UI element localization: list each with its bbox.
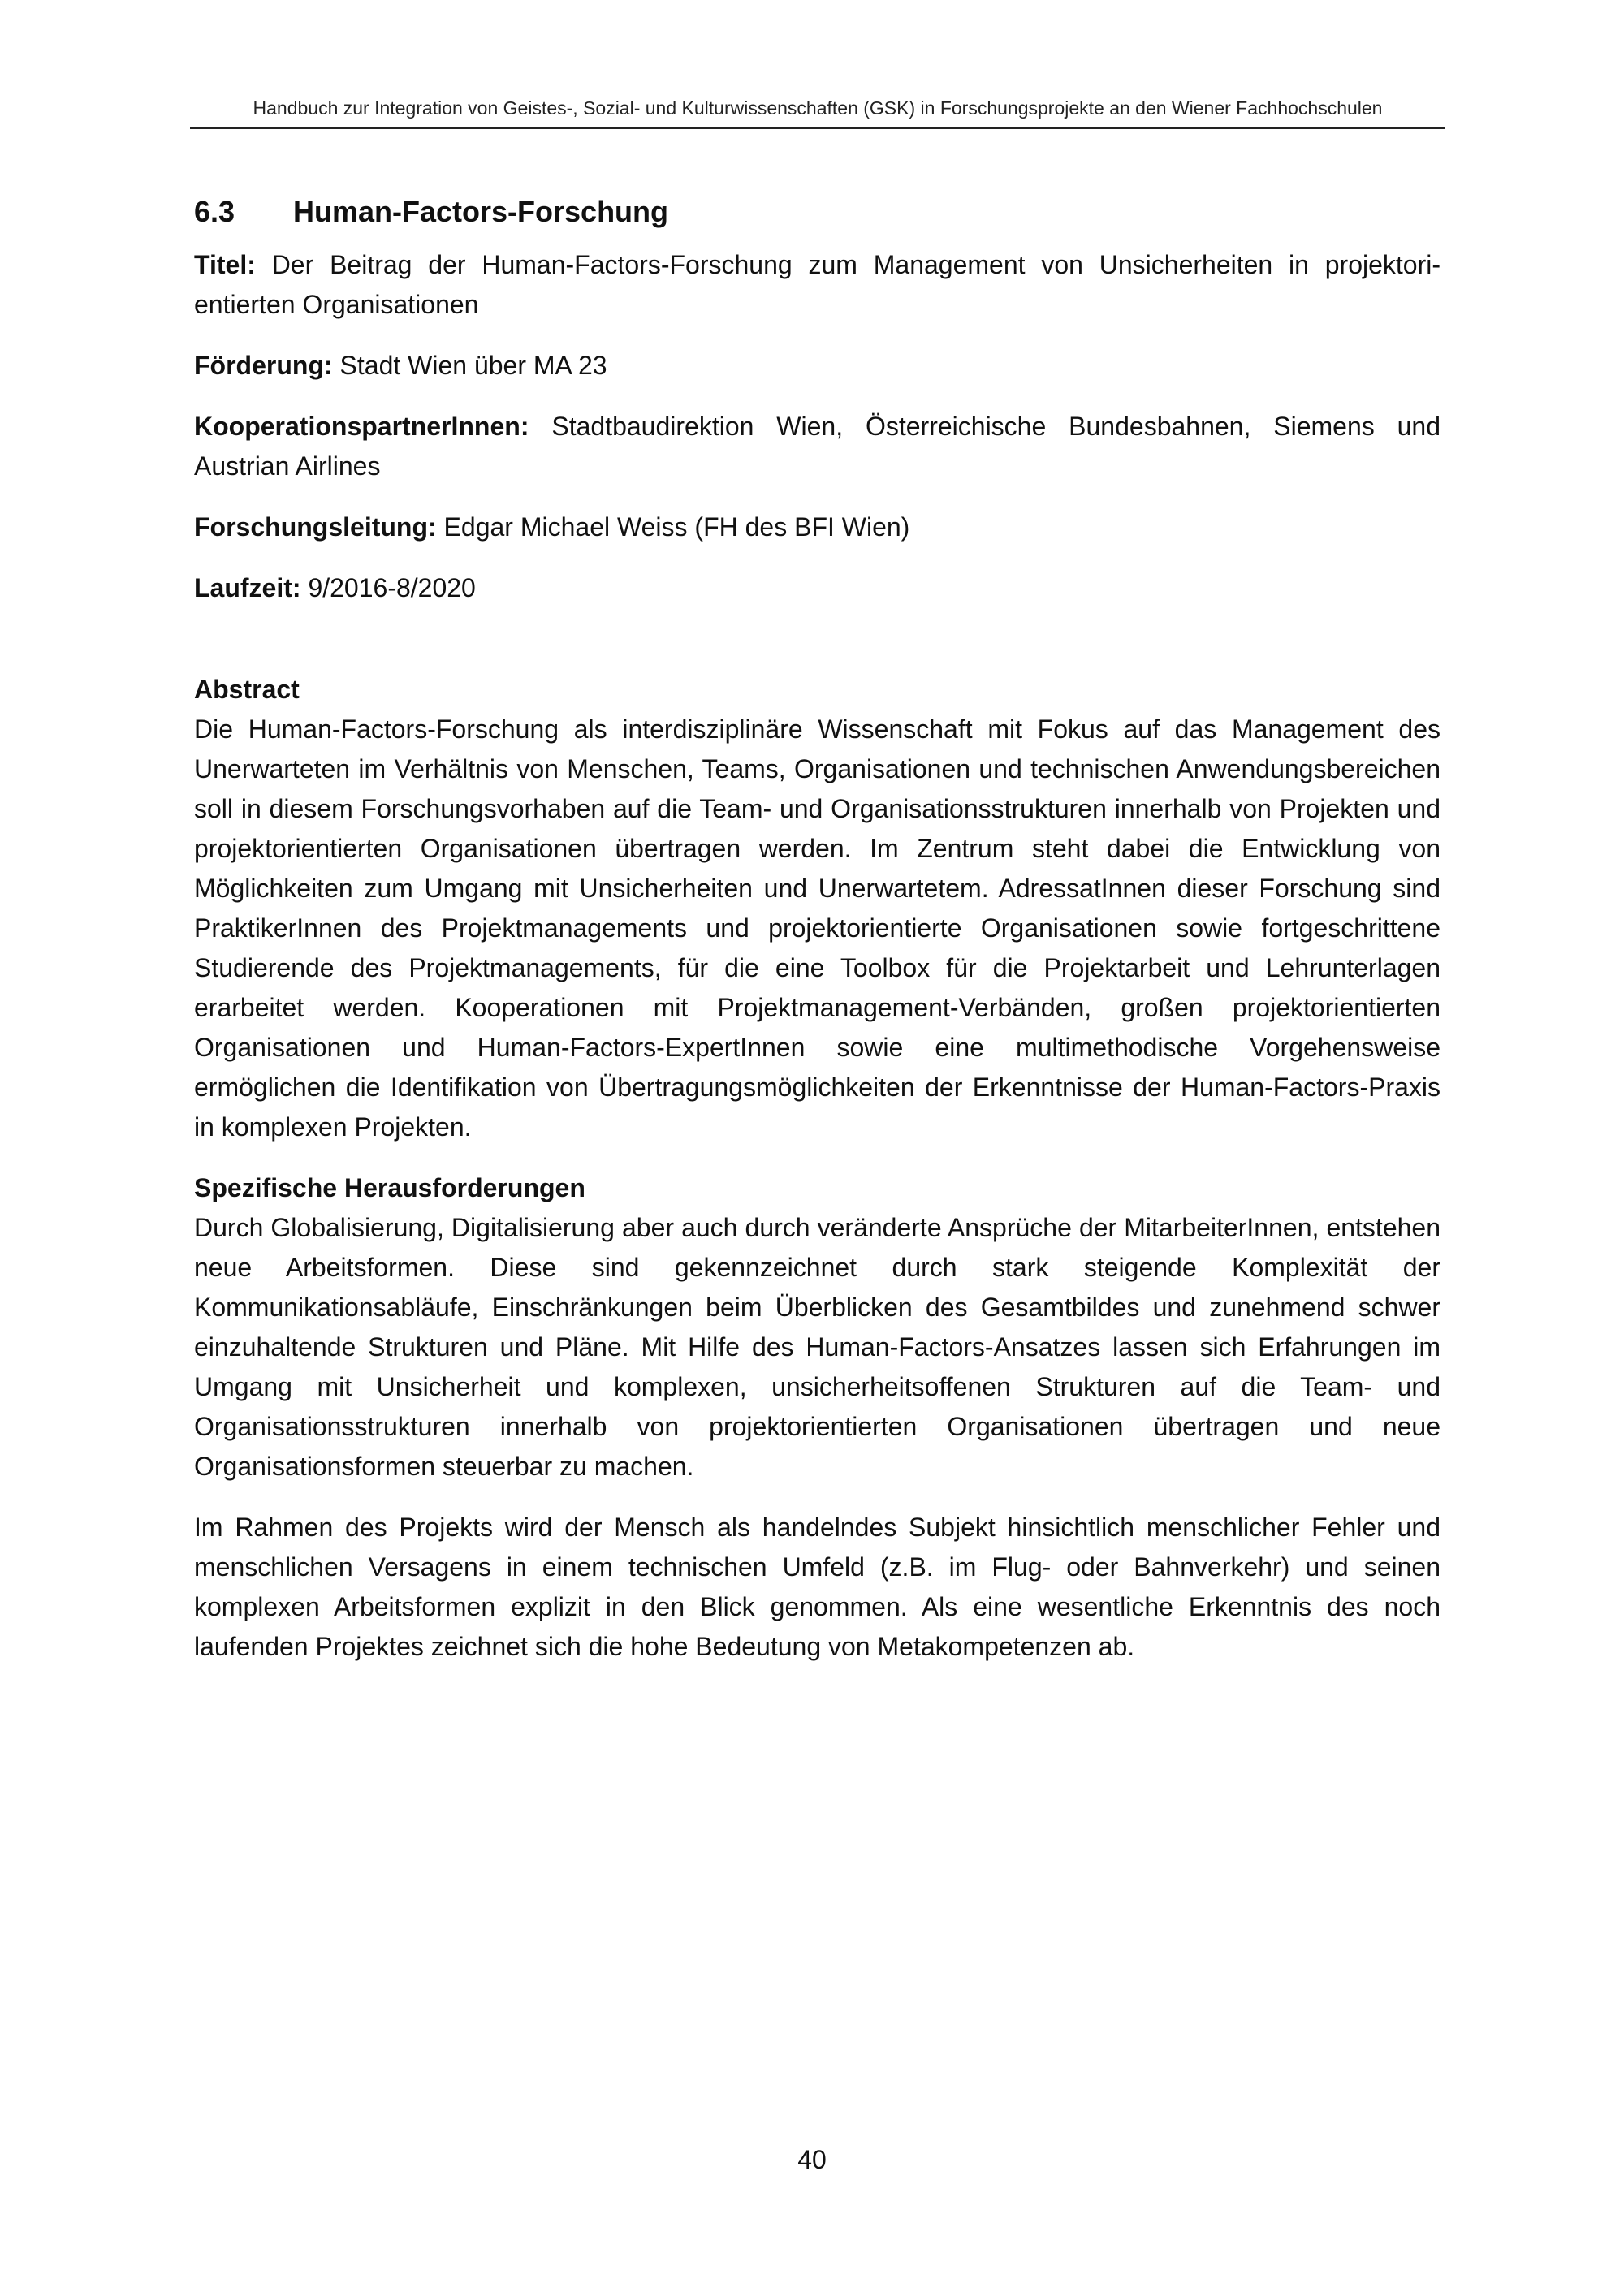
duration-line [194, 568, 1440, 608]
funding-line [194, 346, 1440, 386]
abstract-heading: Abstract [194, 675, 300, 704]
partners-line [194, 407, 1440, 486]
challenges-paragraph-2: Im Rahmen des Projekts wird der Mensch als handelndes Subjekt hinsichtlich menschlicher Fehler und menschlichen Versagens in einem technischen Umfeld (z.B. im Flug- oder Bahnverkehr) und seinen komplexen Arbeitsformen explizit in den Blick genommen. Als eine wesentliche Erkenntnis des noch laufenden Projektes zeichnet sich die hohe Bedeutung von Metakompetenzen ab. [194, 1513, 1440, 1661]
running-header: Handbuch zur Integration von Geistes-, Sozial- und Kulturwissenschaften (GSK) in Forschungsprojekte an den Wiener Fachhochschulen [253, 97, 1383, 119]
foerderung-label: Förderung: [194, 351, 333, 380]
page-content [194, 192, 1440, 1688]
lead-line [194, 507, 1440, 547]
laufzeit-label: Laufzeit: [194, 573, 301, 602]
laufzeit-value: 9/2016-8/2020 [308, 573, 476, 602]
titel-label: Titel: [194, 250, 256, 279]
section-number: 6.3 [194, 195, 235, 228]
titel-value: Der Beitrag der Human-Factors-Forschung zum Management von Unsicherheiten in projektorientierten Organisationen [194, 250, 1441, 319]
challenges-paragraph-1: Durch Globalisierung, Digitalisierung aber auch durch veränderte Ansprüche der MitarbeiterInnen, entstehen neue Arbeitsformen. Diese sind gekennzeichnet durch stark steigende Komplexität der Kommunikationsabläufe, Einschränkungen beim Überblicken des Gesamtbildes und zunehmend schwer einzuhaltende Strukturen und Pläne. Mit Hilfe des Human-Factors-Ansatzes lassen sich Erfahrungen im Umgang mit Unsicherheit und komplexen, unsicherheitsoffenen Strukturen auf die Team- und Organisationsstrukturen innerhalb von projektorientierten Organisationen übertragen und neue Organisationsformen steuerbar zu machen. [194, 1213, 1440, 1481]
foerderung-value: Stadt Wien über MA 23 [339, 351, 607, 380]
challenges-heading: Spezifische Herausforderungen [194, 1173, 585, 1202]
leitung-value: Edgar Michael Weiss (FH des BFI Wien) [443, 512, 910, 542]
page-number: 40 [797, 2145, 827, 2174]
leitung-label: Forschungsleitung: [194, 512, 437, 542]
section-heading [194, 192, 1440, 232]
header-rule [190, 127, 1445, 129]
abstract-text: Die Human-Factors-Forschung als interdisziplinäre Wissenschaft mit Fokus auf das Management des Unerwarteten im Verhältnis von Menschen, Teams, Organisationen und technischen Anwendungsbereichen soll in diesem Forschungsvorhaben auf die Team- und Organisationsstrukturen innerhalb von Projekten und projektorientierten Organisationen übertragen werden. Im Zentrum steht dabei die Entwicklung von Möglichkeiten zum Umgang mit Unsicherheiten und Unerwartetem. AdressatInnen dieser Forschung sind PraktikerInnen des Projektmanagements und projektorientierte Organisationen sowie fortgeschrittene Studierende des Projektmanagements, für die eine Toolbox für die Projektarbeit und Lehrunterlagen erarbeitet werden. Kooperationen mit Projektmanagement-Verbänden, großen projektorientierten Organisationen und Human-Factors-ExpertInnen sowie eine multimethodische Vorgehensweise ermöglichen die Identifikation von Übertragungsmöglichkeiten der Erkenntnisse der Human-Factors-Praxis in komplexen Projekten. [194, 714, 1440, 1142]
partner-label: KooperationspartnerInnen: [194, 412, 529, 441]
project-title-line [194, 245, 1440, 325]
section-title: Human-Factors-Forschung [293, 195, 669, 228]
partner-value: Stadtbaudirektion Wien, Österreichische Bundesbahnen, Siemens und Austrian Airlines [194, 412, 1441, 481]
